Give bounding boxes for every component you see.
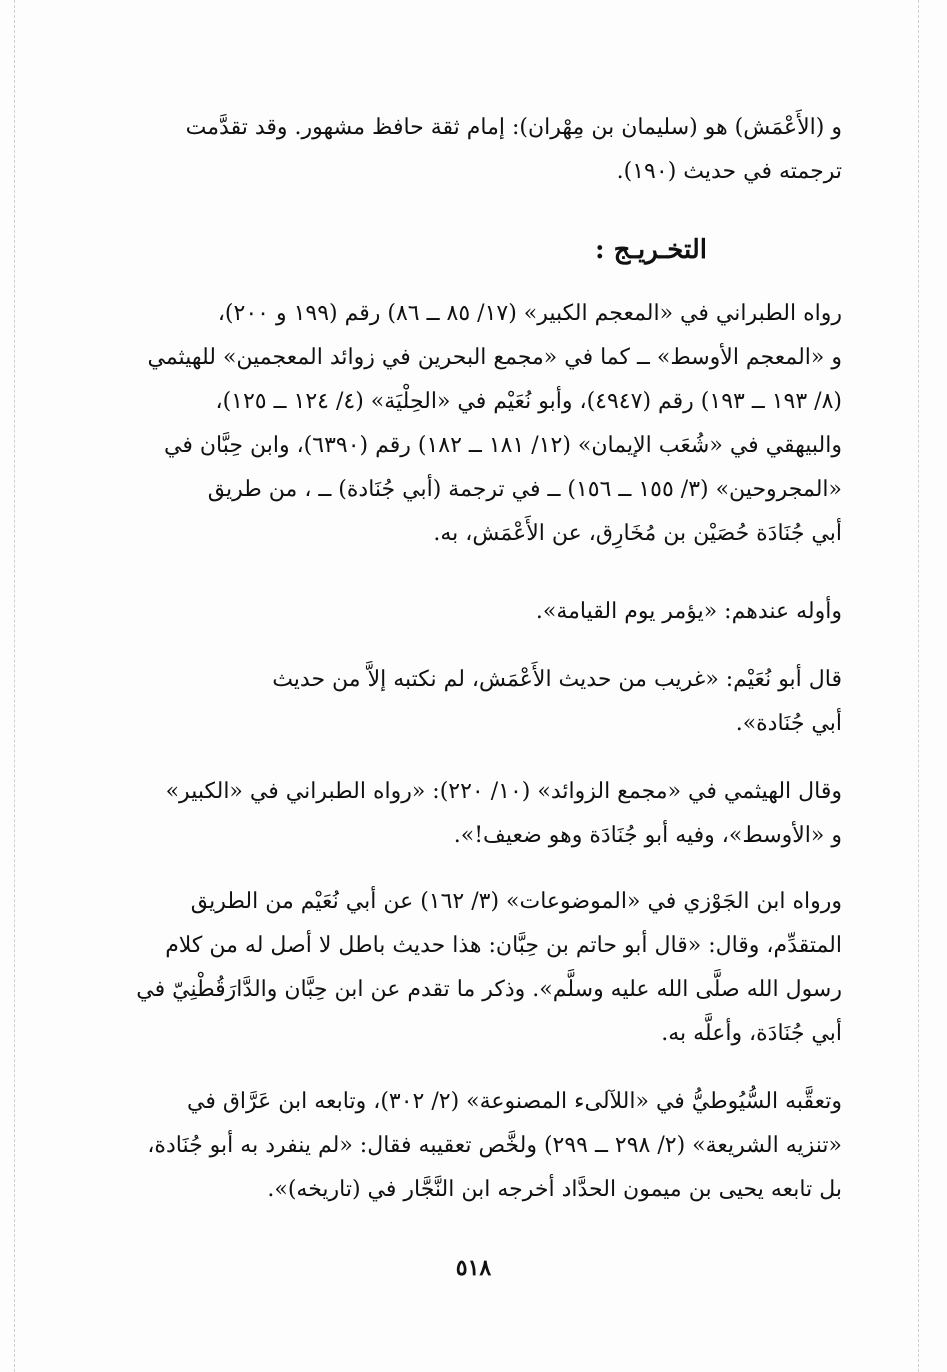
text-line: ترجمته في حديث (١٩٠). [616, 159, 842, 184]
paragraph-haythami [102, 770, 842, 858]
text-line: «المجروحين» (٣/ ١٥٥ ــ ١٥٦) ــ في ترجمة (أبي جُنَادة) ــ ، من طريق [207, 477, 842, 502]
text-line: و (الأَعْمَش) هو (سليمان بن مِهْران): إمام ثقة حافظ مشهور. وقد تقدَّمت [185, 115, 842, 140]
paragraph-narrator-note [102, 106, 842, 194]
text-line: رواه الطبراني في «المعجم الكبير» (١٧/ ٨٥ ــ ٨٦) رقم (١٩٩ و ٢٠٠)، [217, 301, 842, 326]
paragraph-opening [102, 590, 842, 634]
text-line: و «المعجم الأوسط» ــ كما في «مجمع البحرين في زوائد المعجمين» للهيثمي [147, 345, 842, 370]
text-line: المتقدِّم، وقال: «قال أبو حاتم بن حِبَّان: هذا حديث باطل لا أصل له من كلام [165, 933, 842, 958]
text-line: «تنزيه الشريعة» (٢/ ٢٩٨ ــ ٢٩٩) ولخَّص تعقيبه فقال: «لم ينفرد به أبو جُنَادة، [147, 1133, 842, 1158]
text-line: و «الأوسط»، وفيه أبو جُنَادَة وهو ضعيف!». [453, 823, 842, 848]
left-margin-line [14, 0, 15, 1372]
section-heading: التخـريـج : [594, 235, 707, 265]
text-line: والبيهقي في «شُعَب الإيمان» (١٢/ ١٨١ ــ ١٨٢) رقم (٦٣٩٠)، وابن حِبَّان في [164, 433, 842, 458]
text-line: وقال الهيثمي في «مجمع الزوائد» (١٠/ ٢٢٠): «رواه الطبراني في «الكبير» [165, 779, 842, 804]
text-line: (٨/ ١٩٣ ــ ١٩٣) رقم (٤٩٤٧)، وأبو نُعَيْم في «الحِلْيَة» (٤/ ١٢٤ ــ ١٢٥)، [215, 389, 842, 414]
text-line: رسول الله صلَّى الله عليه وسلَّم». وذكر ما تقدم عن ابن حِبَّان والدَّارَقُطْنِيّ في [136, 977, 842, 1002]
paragraph-suyuti [102, 1080, 842, 1212]
text-line: بل تابعه يحيى بن ميمون الحدَّاد أخرجه ابن النَّجَّار في (تاريخه)». [267, 1177, 842, 1202]
text-line: وأوله عندهم: «يؤمر يوم القيامة». [535, 599, 842, 624]
text-line: ورواه ابن الجَوْزي في «الموضوعات» (٣/ ١٦٢) عن أبي نُعَيْم من الطريق [190, 889, 842, 914]
text-line: أبي جُنَادَة، وأعلَّه به. [661, 1021, 842, 1046]
text-line: قال أبو نُعَيْم: «غريب من حديث الأَعْمَش، لم نكتبه إلاَّ من حديث [272, 667, 842, 692]
text-line: وتعقَّبه السُّيُوطيُّ في «اللآلىء المصنوعة» (٢/ ٣٠٢)، وتابعه ابن عَرَّاق في [186, 1089, 842, 1114]
paragraph-takhrij [102, 292, 842, 556]
text-line: أبي جُنَادة». [735, 711, 842, 736]
text-line: أبي جُنَادَة حُصَيْن بن مُخَارِق، عن الأَعْمَش، به. [433, 521, 842, 546]
paragraph-ibn-jawzi [102, 880, 842, 1056]
right-margin-line [918, 0, 919, 1372]
paragraph-abu-nuaym [102, 658, 842, 746]
page-number: ٥١٨ [455, 1255, 492, 1281]
